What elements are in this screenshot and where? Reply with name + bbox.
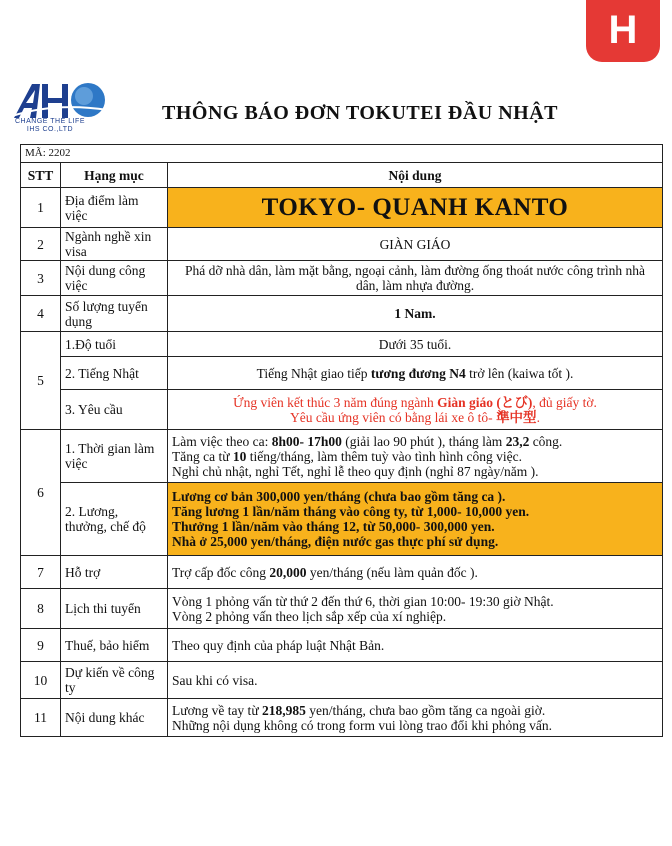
row-content: Theo quy định của pháp luật Nhật Bản. [168, 629, 663, 662]
row-stt: 10 [21, 662, 61, 699]
row-content [168, 430, 663, 483]
logo-line1: CHANGE THE LIFE [15, 118, 85, 125]
table-row [21, 296, 663, 332]
other-line1 [172, 703, 658, 718]
job-table [20, 144, 663, 737]
table-row [21, 662, 663, 699]
row-content: Sau khi có visa. [168, 662, 663, 699]
header-content: Nội dung [168, 163, 663, 188]
salary-line4: Nhà ở 25,000 yen/tháng, điện nước gas thực phí sử dụng. [172, 534, 499, 549]
row-category: Nội dung công việc [61, 261, 168, 296]
page-title: THÔNG BÁO ĐƠN TOKUTEI ĐẦU NHẬT [162, 102, 558, 124]
salary-line1: Lương cơ bản 300,000 yen/tháng (chưa bao gồm tăng ca ). [172, 489, 506, 504]
table-row [21, 228, 663, 261]
text: Trợ cấp đốc công [172, 564, 270, 580]
text: Tiếng Nhật giao tiếp [256, 365, 371, 381]
row-stt: 7 [21, 556, 61, 589]
row-category: Số lượng tuyển dụng [61, 296, 168, 332]
table-row [21, 699, 663, 737]
table-row [21, 357, 663, 390]
row-content [168, 357, 663, 390]
schedule-line1: Vòng 1 phỏng vấn từ thứ 2 đến thứ 6, thời gian 10:00- 19:30 giờ Nhật. [172, 593, 554, 609]
row-category: 1.Độ tuổi [61, 332, 168, 357]
table-row [21, 483, 663, 556]
badge-letter: H [608, 8, 638, 52]
text-strong: Giàn giáo (とび) [437, 394, 533, 410]
row-content: Phá dỡ nhà dân, làm mặt bằng, ngoại cảnh, làm đường ống thoát nước công trình nhà dân, làm nhựa đường. [168, 261, 663, 296]
text: tiếng/tháng, làm thêm tuỳ vào tình hình công việc. [246, 448, 522, 464]
row-stt: 4 [21, 296, 61, 332]
row-category: Hỗ trợ [61, 556, 168, 589]
row-stt: 11 [21, 699, 61, 737]
salary-line2: Tăng lương 1 lần/năm tháng vào công ty, từ 1,000- 10,000 yen. [172, 504, 530, 519]
table-row [21, 332, 663, 357]
row-content: Dưới 35 tuổi. [168, 332, 663, 357]
row-category: 2. Lương, thưởng, chế độ [61, 483, 168, 556]
row-stt: 1 [21, 188, 61, 228]
text: (giải lao 90 phút ), tháng làm [341, 433, 506, 449]
row-content: 1 Nam. [168, 296, 663, 332]
text: . [536, 409, 540, 425]
text: , đủ giấy tờ. [532, 394, 597, 410]
text: Làm việc theo ca: [172, 433, 272, 449]
text: Ứng viên kết thúc 3 năm đúng ngành [233, 394, 438, 410]
row-content [168, 589, 663, 629]
schedule-line2: Vòng 2 phỏng vấn theo lịch sắp xếp của xí nghiệp. [172, 608, 447, 624]
text-strong: 23,2 [505, 433, 530, 449]
row-category: Ngành nghề xin visa [61, 228, 168, 261]
text: Tăng ca từ [172, 448, 233, 464]
text: Yêu cầu ứng viên có bằng lái xe ô tô- [290, 409, 497, 425]
salary-content [168, 483, 663, 556]
text: công. [529, 433, 563, 449]
text-strong: 8h00- 17h00 [271, 433, 342, 449]
row-category: Địa điểm làm việc [61, 188, 168, 228]
row-content: GIÀN GIÁO [168, 228, 663, 261]
row-category: Thuế, bảo hiểm [61, 629, 168, 662]
text-strong: 218,985 [262, 702, 306, 718]
logo-line2: IHS CO.,LTD [26, 126, 74, 133]
text-strong: tương đương N4 [370, 365, 466, 381]
row-content [168, 556, 663, 589]
other-line2: Những nội dụng không có trong form vui lòng trao đổi khi phỏng vấn. [172, 717, 553, 733]
text: yen/tháng, chưa bao gồm tăng ca ngoài giờ. [305, 702, 546, 718]
row-category: Dự kiến về công ty [61, 662, 168, 699]
code-cell: MÃ: 2202 [21, 145, 663, 163]
text-strong: 20,000 [269, 564, 307, 580]
row-category: Nội dung khác [61, 699, 168, 737]
table-header-row [21, 163, 663, 188]
row-stt: 9 [21, 629, 61, 662]
text: Lương về tay từ [172, 702, 263, 718]
text: yen/tháng (nếu làm quản đốc ). [306, 564, 478, 580]
row-stt: 3 [21, 261, 61, 296]
text-strong: 10 [232, 448, 247, 464]
table-row [21, 188, 663, 228]
salary-line3: Thưởng 1 lần/năm vào tháng 12, từ 50,000- 300,000 yen. [172, 519, 495, 534]
time-line2 [172, 449, 658, 464]
row-category: 3. Yêu cầu [61, 390, 168, 430]
table-row [21, 430, 663, 483]
time-line1 [172, 434, 658, 449]
logo-tagline [10, 118, 90, 134]
text-strong: 準中型 [496, 409, 537, 425]
table-row [21, 261, 663, 296]
req-line2 [172, 410, 658, 425]
row-category: Lịch thi tuyển [61, 589, 168, 629]
table-row [21, 390, 663, 430]
row-stt: 5 [21, 332, 61, 430]
row-stt: 6 [21, 430, 61, 556]
row-content [168, 390, 663, 430]
header-category: Hạng mục [61, 163, 168, 188]
row-category: 1. Thời gian làm việc [61, 430, 168, 483]
text: trở lên (kaiwa tốt ). [465, 365, 574, 381]
row-content [168, 699, 663, 737]
row-stt: 8 [21, 589, 61, 629]
row-category: 2. Tiếng Nhật [61, 357, 168, 390]
table-row [21, 556, 663, 589]
table-row [21, 629, 663, 662]
row-stt: 2 [21, 228, 61, 261]
header-stt: STT [21, 163, 61, 188]
app-badge [586, 0, 660, 62]
table-row [21, 589, 663, 629]
work-location: TOKYO- QUANH KANTO [168, 188, 663, 228]
time-line3: Nghỉ chủ nhật, nghỉ Tết, nghỉ lễ theo quy định (nghỉ 87 ngày/năm ). [172, 463, 539, 479]
req-line1 [172, 395, 658, 410]
